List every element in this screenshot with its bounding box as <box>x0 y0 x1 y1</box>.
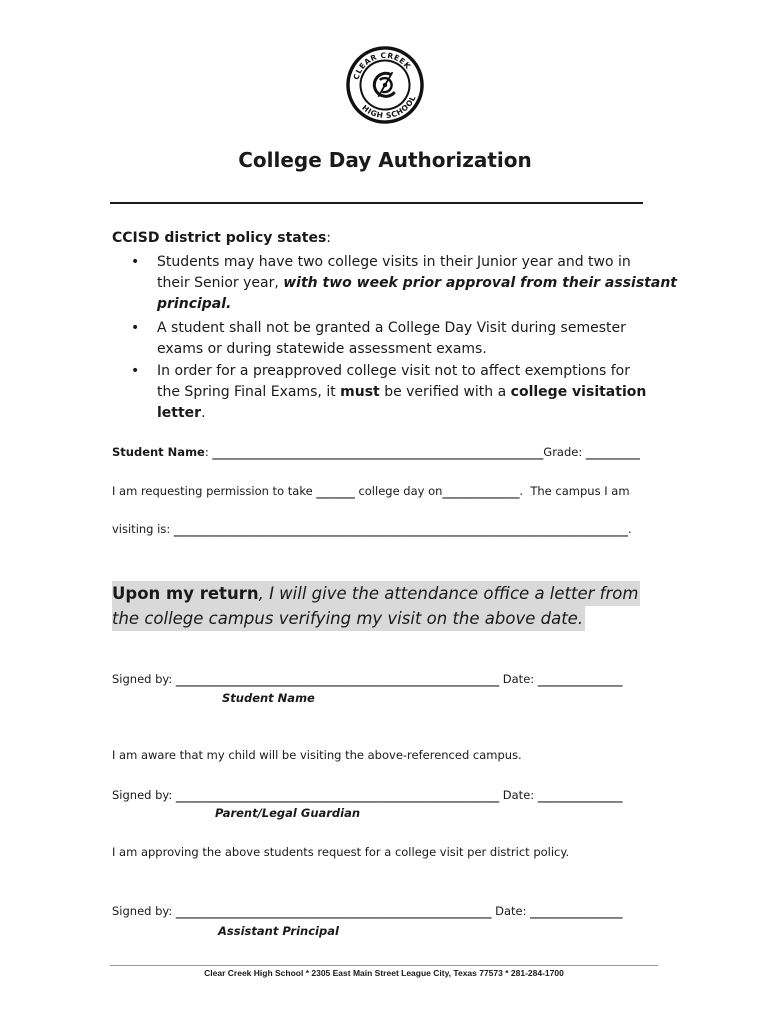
principal-signature-role: Assistant Principal <box>218 924 339 938</box>
grade-field[interactable]: _______ <box>585 442 640 460</box>
return-notice-lead: Upon my return <box>112 584 259 603</box>
seal-top-text-path: CLEAR CREEK <box>351 50 413 81</box>
student-name-line <box>112 442 640 460</box>
policy-item-1-emphasis: with two week prior approval from their assistant <box>283 274 677 291</box>
policy-item-1-line-3: principal. <box>157 295 232 312</box>
policy-heading <box>112 230 331 247</box>
student-signature-field[interactable]: __________________________________________ <box>175 669 500 687</box>
parent-signature-role: Parent/Legal Guardian <box>215 806 361 820</box>
visit-date-field[interactable]: __________ <box>442 481 520 499</box>
visiting-label: visiting is: <box>112 522 174 536</box>
document-title: College Day Authorization <box>238 148 532 172</box>
policy-item-3-visitation: college visitation <box>510 383 647 400</box>
signed-by-label: Signed by: <box>112 788 176 802</box>
campus-field[interactable]: ___________________________________________________________ <box>173 519 628 537</box>
policy-item-1-line-2 <box>157 275 677 292</box>
student-signature-line <box>112 669 623 687</box>
permission-text-c: . The campus I am <box>519 484 630 498</box>
return-notice-highlight: the college campus verifying my visit on the above date. <box>112 606 585 631</box>
permission-request-line <box>112 481 630 499</box>
policy-item-2-line-2: exams or during statewide assessment exams. <box>157 340 487 357</box>
policy-heading-text: CCISD district policy states <box>112 230 327 246</box>
policy-item-2-line-1: A student shall not be granted a College Day Visit during semester <box>157 319 626 336</box>
policy-item-3-text-a: the Spring Final Exams, it <box>157 383 341 400</box>
parent-statement: I am aware that my child will be visiting the above-referenced campus. <box>112 748 522 762</box>
principal-signature-date-field[interactable]: ____________ <box>530 901 623 919</box>
visiting-campus-line <box>112 519 632 537</box>
parent-signature-field[interactable]: __________________________________________ <box>175 785 500 803</box>
permission-text-b: college day on <box>354 484 443 498</box>
permission-text-a: I am requesting permission to take <box>112 484 317 498</box>
bullet-marker: • <box>131 253 140 270</box>
student-name-label: Student Name <box>112 445 205 459</box>
school-seal-logo <box>345 45 425 125</box>
return-notice-line-1 <box>112 581 640 606</box>
date-label: Date: <box>491 904 531 918</box>
seal-bottom-text-path: HIGH SCHOOL <box>360 93 418 121</box>
bullet-marker: • <box>131 319 140 336</box>
number-of-days-field[interactable]: _____ <box>316 481 355 499</box>
parent-signature-line <box>112 785 623 803</box>
grade-label: Grade: <box>543 445 586 459</box>
footer-address: Clear Creek High School * 2305 East Main Street League City, Texas 77573 * 281-284-1700 <box>204 968 564 978</box>
return-notice-line-2 <box>112 606 585 631</box>
return-notice-highlight <box>112 581 640 606</box>
student-signature-role: Student Name <box>222 691 315 705</box>
parent-signature-date-field[interactable]: ___________ <box>537 785 623 803</box>
title-divider <box>110 202 643 204</box>
policy-item-1-text: their Senior year, <box>157 274 284 291</box>
policy-item-3-must: must <box>340 383 380 400</box>
signed-by-label: Signed by: <box>112 672 176 686</box>
policy-heading-colon: : <box>326 230 331 246</box>
principal-statement: I am approving the above students request for a college visit per district policy. <box>112 845 570 859</box>
student-name-colon: : <box>204 445 213 459</box>
student-signature-date-field[interactable]: ___________ <box>537 669 623 687</box>
principal-signature-line <box>112 901 623 919</box>
student-name-field[interactable]: ___________________________________________ <box>212 442 544 460</box>
principal-signature-field[interactable]: _________________________________________ <box>175 901 492 919</box>
policy-item-3-line-1: In order for a preapproved college visit not to affect exemptions for <box>157 362 630 379</box>
visiting-end: . <box>627 522 632 536</box>
policy-item-3-line-2 <box>157 384 646 401</box>
footer-divider <box>110 965 658 966</box>
bullet-marker: • <box>131 362 140 379</box>
policy-item-3-period: . <box>201 404 206 421</box>
policy-item-3-text-c: be verified with a <box>379 383 511 400</box>
date-label: Date: <box>499 788 538 802</box>
signed-by-label: Signed by: <box>112 904 176 918</box>
seal-group <box>345 45 425 125</box>
policy-item-3-letter: letter <box>157 404 202 421</box>
policy-item-3-line-3 <box>157 405 206 422</box>
return-notice-text: , I will give the attendance office a letter from <box>258 584 639 603</box>
date-label: Date: <box>499 672 538 686</box>
policy-item-1-line-1: Students may have two college visits in their Junior year and two in <box>157 253 631 270</box>
